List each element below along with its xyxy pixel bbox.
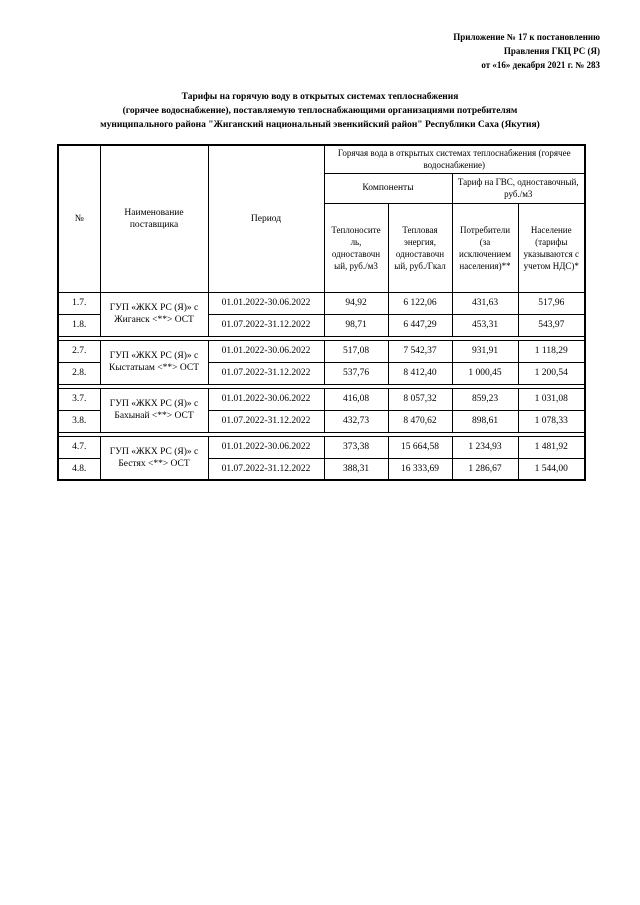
row-heat-energy: 8 412,40 xyxy=(388,362,452,384)
row-number: 4.7. xyxy=(58,436,100,458)
row-number: 3.7. xyxy=(58,388,100,410)
row-consumers: 1 000,45 xyxy=(452,362,518,384)
row-population: 1 078,33 xyxy=(518,410,585,432)
supplier-name: ГУП «ЖКХ РС (Я)» с Кыстатыам <**> ОСТ xyxy=(100,340,208,384)
row-heat-carrier: 432,73 xyxy=(324,410,388,432)
row-period: 01.01.2022-30.06.2022 xyxy=(208,436,324,458)
table-row xyxy=(58,388,585,410)
row-heat-carrier: 537,76 xyxy=(324,362,388,384)
header-components: Компоненты xyxy=(324,173,452,203)
row-consumers: 1 286,67 xyxy=(452,458,518,480)
row-population: 517,96 xyxy=(518,292,585,314)
row-heat-energy: 6 122,06 xyxy=(388,292,452,314)
row-population: 1 200,54 xyxy=(518,362,585,384)
row-period: 01.01.2022-30.06.2022 xyxy=(208,340,324,362)
row-heat-carrier: 98,71 xyxy=(324,314,388,336)
supplier-name: ГУП «ЖКХ РС (Я)» с Жиганск <**> ОСТ xyxy=(100,292,208,336)
row-heat-energy: 16 333,69 xyxy=(388,458,452,480)
document-title xyxy=(40,90,600,132)
header-heat-carrier: Теплоносите ль, одноставочн ый, руб./м3 xyxy=(324,203,388,292)
header-number: № xyxy=(58,145,100,292)
header-supplier: Наименование поставщика xyxy=(100,145,208,292)
row-period: 01.01.2022-30.06.2022 xyxy=(208,388,324,410)
title-line-2: (горячее водоснабжение), поставляемую теплоснабжающими организациями потребителям xyxy=(122,106,518,116)
table-header xyxy=(58,145,585,292)
row-period: 01.01.2022-30.06.2022 xyxy=(208,292,324,314)
row-period: 01.07.2022-31.12.2022 xyxy=(208,410,324,432)
row-consumers: 859,23 xyxy=(452,388,518,410)
row-number: 2.7. xyxy=(58,340,100,362)
header-population: Население (тарифы указываются с учетом НДС)* xyxy=(518,203,585,292)
header-heat-energy: Тепловая энергия, одноставочн ый, руб./Гкал xyxy=(388,203,452,292)
header-consumers: Потребители (за исключением населения)** xyxy=(452,203,518,292)
row-heat-energy: 7 542,37 xyxy=(388,340,452,362)
row-period: 01.07.2022-31.12.2022 xyxy=(208,314,324,336)
table-row xyxy=(58,340,585,362)
row-heat-carrier: 94,92 xyxy=(324,292,388,314)
supplier-name: ГУП «ЖКХ РС (Я)» с Бестях <**> ОСТ xyxy=(100,436,208,480)
table-row xyxy=(58,292,585,314)
row-population: 1 118,29 xyxy=(518,340,585,362)
row-heat-carrier: 416,08 xyxy=(324,388,388,410)
row-heat-energy: 8 470,62 xyxy=(388,410,452,432)
table-body xyxy=(58,292,585,480)
row-consumers: 431,63 xyxy=(452,292,518,314)
appendix-reference xyxy=(340,30,600,72)
supplier-name: ГУП «ЖКХ РС (Я)» с Бахынай <**> ОСТ xyxy=(100,388,208,432)
row-heat-carrier: 388,31 xyxy=(324,458,388,480)
row-consumers: 898,61 xyxy=(452,410,518,432)
row-period: 01.07.2022-31.12.2022 xyxy=(208,458,324,480)
header-period: Период xyxy=(208,145,324,292)
row-consumers: 931,91 xyxy=(452,340,518,362)
title-line-1: Тарифы на горячую воду в открытых системах теплоснабжения xyxy=(181,92,459,102)
row-number: 1.8. xyxy=(58,314,100,336)
row-heat-energy: 6 447,29 xyxy=(388,314,452,336)
title-line-3: муниципального района "Жиганский национальный эвенкийский район" Республики Саха (Якутия) xyxy=(100,120,540,130)
tariff-table xyxy=(57,144,586,481)
row-heat-energy: 15 664,58 xyxy=(388,436,452,458)
row-heat-carrier: 517,08 xyxy=(324,340,388,362)
row-consumers: 1 234,93 xyxy=(452,436,518,458)
row-period: 01.07.2022-31.12.2022 xyxy=(208,362,324,384)
row-number: 4.8. xyxy=(58,458,100,480)
appendix-line-1: Приложение № 17 к постановлению xyxy=(453,32,600,42)
row-heat-energy: 8 057,32 xyxy=(388,388,452,410)
row-population: 1 544,00 xyxy=(518,458,585,480)
row-population: 1 031,08 xyxy=(518,388,585,410)
table-row xyxy=(58,436,585,458)
row-number: 2.8. xyxy=(58,362,100,384)
row-population: 1 481,92 xyxy=(518,436,585,458)
appendix-line-2: Правления ГКЦ РС (Я) xyxy=(503,46,600,56)
row-heat-carrier: 373,38 xyxy=(324,436,388,458)
appendix-line-3: от «16» декабря 2021 г. № 283 xyxy=(481,60,600,70)
row-number: 1.7. xyxy=(58,292,100,314)
header-hot-water-group: Горячая вода в открытых системах теплоснабжения (горячее водоснабжение) xyxy=(324,145,585,173)
row-number: 3.8. xyxy=(58,410,100,432)
header-tariff: Тариф на ГВС, одноставочный, руб./м3 xyxy=(452,173,585,203)
row-population: 543,97 xyxy=(518,314,585,336)
row-consumers: 453,31 xyxy=(452,314,518,336)
